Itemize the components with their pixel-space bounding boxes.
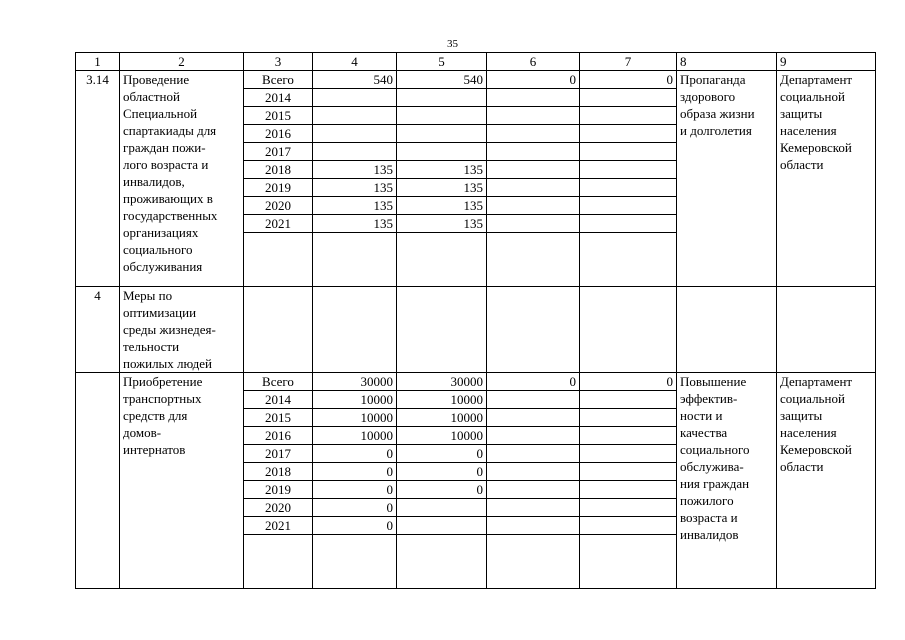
period-label: 2020: [244, 499, 313, 517]
empty-cell: [244, 535, 313, 589]
expected-result: [677, 373, 777, 589]
period-label: 2019: [244, 481, 313, 499]
transport-row: [76, 373, 876, 391]
program-measures-table: [75, 52, 876, 589]
amount-c4: 10000: [313, 409, 397, 427]
section-number: 4: [76, 287, 120, 373]
amount-c4: 30000: [313, 373, 397, 391]
amount-c5: 0: [397, 481, 487, 499]
empty-cell: [580, 287, 677, 373]
item-description-line: проживающих в: [123, 191, 213, 206]
responsible-department: [777, 373, 876, 589]
empty-cell: [487, 287, 580, 373]
amount-c7: [580, 463, 677, 481]
empty-cell: [313, 535, 397, 589]
period-label: 2019: [244, 179, 313, 197]
expected-result: [677, 71, 777, 287]
item-number: [76, 373, 120, 589]
section-title-line: пожилых людей: [123, 356, 212, 371]
amount-c5: 135: [397, 197, 487, 215]
amount-c5: 540: [397, 71, 487, 89]
responsible-department-line: Кемеровской: [780, 140, 852, 155]
empty-cell: [397, 233, 487, 287]
amount-c5: [397, 499, 487, 517]
period-label: 2018: [244, 463, 313, 481]
expected-result-line: инвалидов: [680, 527, 739, 542]
amount-c5: 135: [397, 161, 487, 179]
item-description-line: государственных: [123, 208, 218, 223]
empty-cell: [397, 535, 487, 589]
amount-c5: 0: [397, 445, 487, 463]
amount-c4: [313, 89, 397, 107]
amount-c6: [487, 179, 580, 197]
amount-c5: 30000: [397, 373, 487, 391]
period-label: 2015: [244, 107, 313, 125]
header-cell: 4: [313, 53, 397, 71]
amount-c4: 540: [313, 71, 397, 89]
responsible-department-line: населения: [780, 123, 837, 138]
header-cell: 7: [580, 53, 677, 71]
amount-c4: [313, 125, 397, 143]
amount-c4: 10000: [313, 427, 397, 445]
amount-c6: [487, 391, 580, 409]
section-row: [76, 287, 876, 373]
responsible-department-line: Департамент: [780, 374, 853, 389]
expected-result-line: пожилого: [680, 493, 734, 508]
amount-c4: 135: [313, 215, 397, 233]
expected-result-line: и долголетия: [680, 123, 752, 138]
amount-c6: [487, 481, 580, 499]
table-body: [76, 53, 876, 589]
item-description-line: Специальной: [123, 106, 198, 121]
period-label: Всего: [244, 71, 313, 89]
amount-c7: [580, 215, 677, 233]
amount-c6: [487, 89, 580, 107]
amount-c4: 135: [313, 161, 397, 179]
responsible-department: [777, 71, 876, 287]
amount-c7: [580, 125, 677, 143]
expected-result-line: обслужива-: [680, 459, 744, 474]
amount-c7: [580, 391, 677, 409]
header-cell: 8: [677, 53, 777, 71]
empty-cell: [244, 287, 313, 373]
expected-result-line: Повышение: [680, 374, 747, 389]
responsible-department-line: области: [780, 157, 824, 172]
section-title-line: тельности: [123, 339, 180, 354]
expected-result-line: здорового: [680, 89, 736, 104]
amount-c6: [487, 107, 580, 125]
amount-c7: [580, 427, 677, 445]
item-description-line: спартакиады для: [123, 123, 217, 138]
amount-c5: [397, 125, 487, 143]
header-cell: 1: [76, 53, 120, 71]
item-description-line: Проведение: [123, 72, 190, 87]
amount-c6: [487, 143, 580, 161]
amount-c7: [580, 517, 677, 535]
amount-c4: 0: [313, 517, 397, 535]
amount-c5: [397, 107, 487, 125]
amount-c6: [487, 427, 580, 445]
section-title-line: среды жизнедея-: [123, 322, 216, 337]
period-label: 2015: [244, 409, 313, 427]
empty-cell: [777, 287, 876, 373]
amount-c6: [487, 125, 580, 143]
responsible-department-line: социальной: [780, 391, 845, 406]
responsible-department-line: области: [780, 459, 824, 474]
amount-c5: 10000: [397, 409, 487, 427]
empty-cell: [313, 287, 397, 373]
section-title-line: Меры по: [123, 288, 173, 303]
header-cell: 6: [487, 53, 580, 71]
amount-c7: [580, 143, 677, 161]
amount-c7: 0: [580, 373, 677, 391]
period-label: 2014: [244, 89, 313, 107]
amount-c6: 0: [487, 373, 580, 391]
amount-c4: 0: [313, 463, 397, 481]
amount-c6: 0: [487, 71, 580, 89]
responsible-department-line: населения: [780, 425, 837, 440]
period-label: 2021: [244, 215, 313, 233]
amount-c4: [313, 107, 397, 125]
expected-result-line: социального: [680, 442, 750, 457]
amount-c7: 0: [580, 71, 677, 89]
responsible-department-line: Департамент: [780, 72, 853, 87]
empty-cell: [677, 287, 777, 373]
empty-cell: [313, 233, 397, 287]
header-row: [76, 53, 876, 71]
period-label: 2018: [244, 161, 313, 179]
amount-c7: [580, 481, 677, 499]
amount-c4: 135: [313, 179, 397, 197]
page-number: 35: [447, 38, 458, 50]
header-cell: 9: [777, 53, 876, 71]
amount-c7: [580, 197, 677, 215]
period-label: 2016: [244, 427, 313, 445]
empty-cell: [487, 233, 580, 287]
amount-c7: [580, 445, 677, 463]
item-number: 3.14: [76, 71, 120, 287]
amount-c6: [487, 445, 580, 463]
amount-c6: [487, 161, 580, 179]
amount-c5: 10000: [397, 391, 487, 409]
amount-c7: [580, 499, 677, 517]
empty-cell: [244, 233, 313, 287]
item-description-line: социального: [123, 242, 193, 257]
amount-c6: [487, 197, 580, 215]
amount-c5: 135: [397, 179, 487, 197]
amount-c7: [580, 107, 677, 125]
amount-c7: [580, 89, 677, 107]
empty-cell: [580, 535, 677, 589]
header-cell: 3: [244, 53, 313, 71]
amount-c5: 10000: [397, 427, 487, 445]
period-label: 2020: [244, 197, 313, 215]
amount-c5: [397, 143, 487, 161]
expected-result-line: эффектив-: [680, 391, 738, 406]
item-description-line: организациях: [123, 225, 199, 240]
expected-result-line: образа жизни: [680, 106, 755, 121]
period-label: Всего: [244, 373, 313, 391]
period-label: 2017: [244, 445, 313, 463]
item-description-line: граждан пожи-: [123, 140, 206, 155]
period-label: 2014: [244, 391, 313, 409]
expected-result-line: ния граждан: [680, 476, 750, 491]
section-title-line: оптимизации: [123, 305, 197, 320]
item-description-line: обслуживания: [123, 259, 203, 274]
amount-c4: [313, 143, 397, 161]
responsible-department-line: защиты: [780, 106, 823, 121]
item-description: [120, 71, 244, 287]
item-description-line: Приобретение: [123, 374, 203, 389]
item-description-line: областной: [123, 89, 180, 104]
empty-cell: [580, 233, 677, 287]
item-description-line: транспортных: [123, 391, 202, 406]
item-description-line: инвалидов,: [123, 174, 185, 189]
item-description-line: интернатов: [123, 442, 186, 457]
amount-c7: [580, 179, 677, 197]
amount-c4: 0: [313, 445, 397, 463]
amount-c7: [580, 409, 677, 427]
header-cell: 2: [120, 53, 244, 71]
period-label: 2017: [244, 143, 313, 161]
period-label: 2021: [244, 517, 313, 535]
amount-c6: [487, 215, 580, 233]
responsible-department-line: защиты: [780, 408, 823, 423]
empty-cell: [397, 287, 487, 373]
amount-c4: 135: [313, 197, 397, 215]
section-title: [120, 287, 244, 373]
spartakiad-row: [76, 71, 876, 89]
item-description: [120, 373, 244, 589]
empty-cell: [487, 535, 580, 589]
amount-c6: [487, 499, 580, 517]
amount-c5: 0: [397, 463, 487, 481]
amount-c4: 10000: [313, 391, 397, 409]
period-label: 2016: [244, 125, 313, 143]
amount-c5: [397, 89, 487, 107]
expected-result-line: качества: [680, 425, 728, 440]
expected-result-line: ности и: [680, 408, 723, 423]
amount-c6: [487, 517, 580, 535]
amount-c7: [580, 161, 677, 179]
amount-c5: [397, 517, 487, 535]
amount-c4: 0: [313, 481, 397, 499]
amount-c6: [487, 409, 580, 427]
responsible-department-line: социальной: [780, 89, 845, 104]
item-description-line: средств для: [123, 408, 188, 423]
amount-c6: [487, 463, 580, 481]
item-description-line: лого возраста и: [123, 157, 209, 172]
item-description-line: домов-: [123, 425, 162, 440]
header-cell: 5: [397, 53, 487, 71]
expected-result-line: Пропаганда: [680, 72, 746, 87]
amount-c4: 0: [313, 499, 397, 517]
responsible-department-line: Кемеровской: [780, 442, 852, 457]
expected-result-line: возраста и: [680, 510, 738, 525]
amount-c5: 135: [397, 215, 487, 233]
